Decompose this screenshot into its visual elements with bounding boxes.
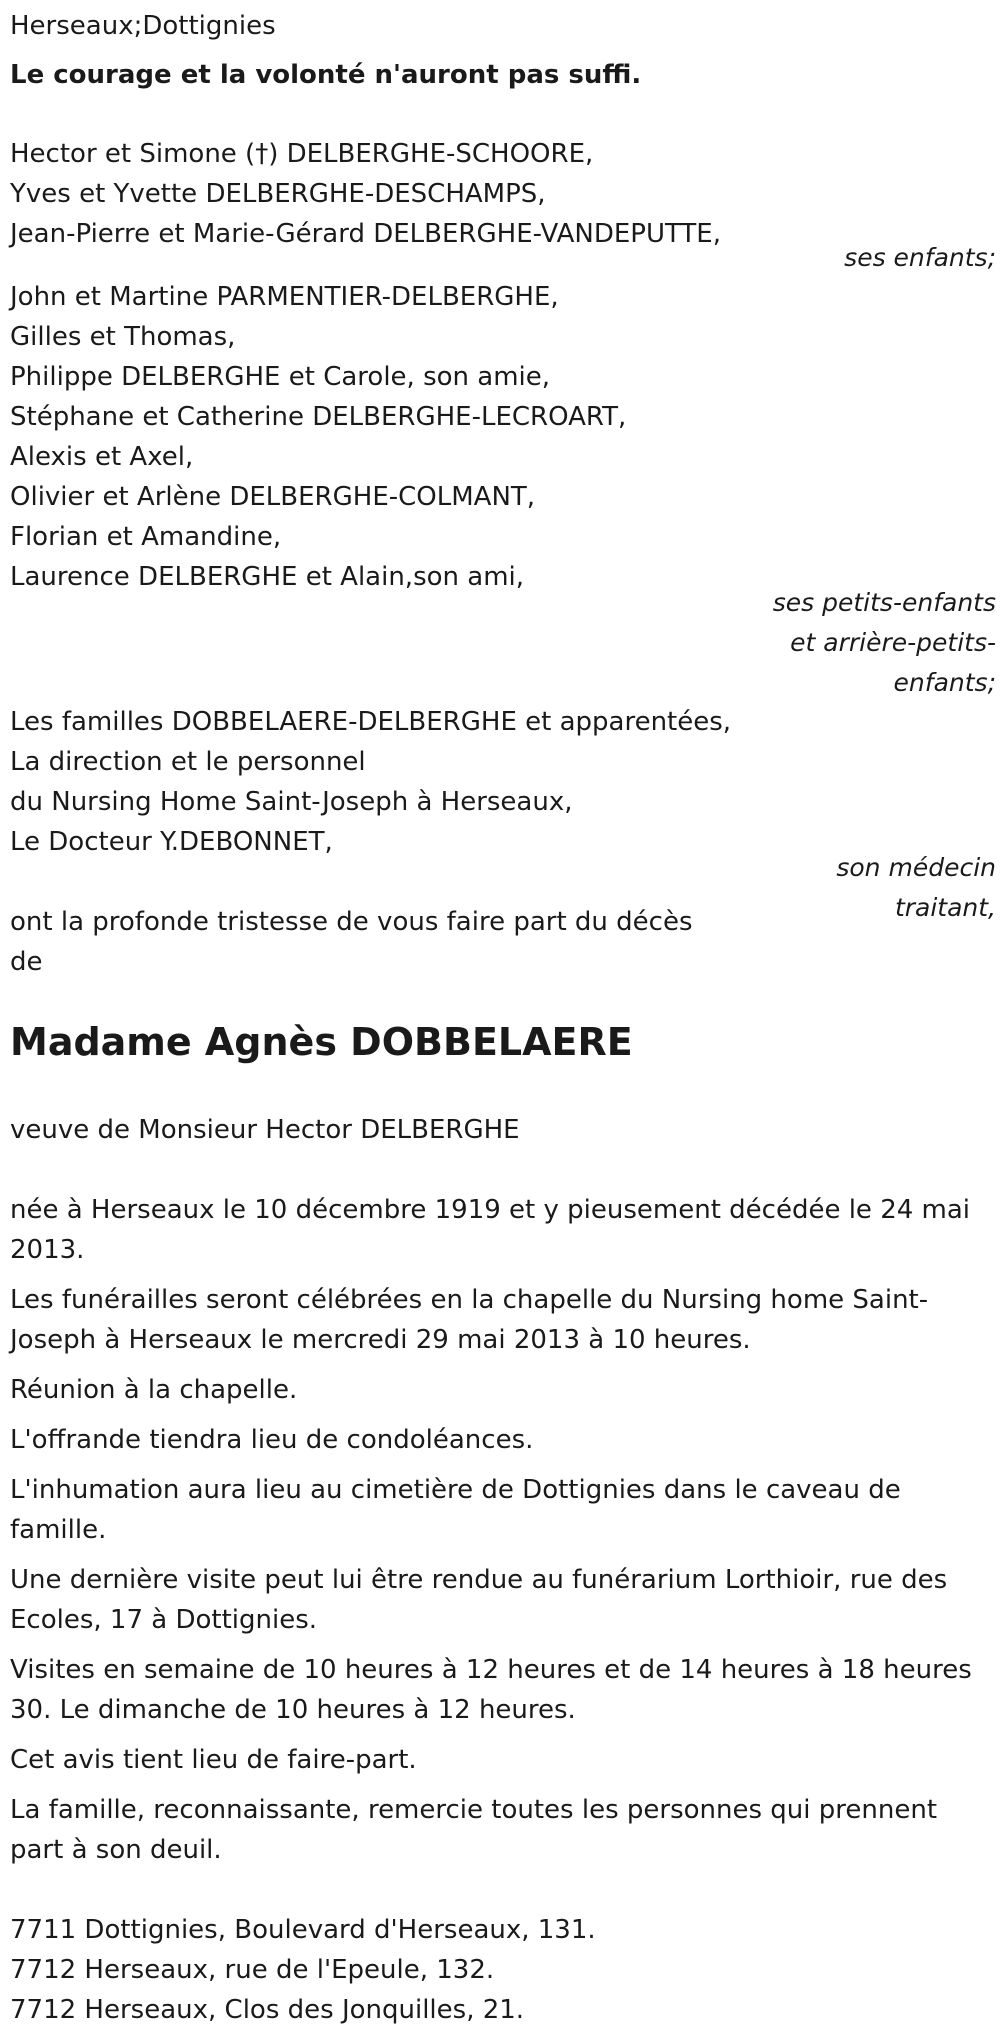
grandchildren-role: et arrière-petits- <box>790 628 996 657</box>
detail-line: 2013. <box>10 1235 85 1265</box>
children-line: Yves et Yvette DELBERGHE-DESCHAMPS, <box>10 179 546 209</box>
announcement-line: ont la profonde tristesse de vous faire part du décès <box>10 907 693 937</box>
grandchild-line: John et Martine PARMENTIER-DELBERGHE, <box>10 282 559 312</box>
detail-line: part à son deuil. <box>10 1835 222 1865</box>
detail-line: 30. Le dimanche de 10 heures à 12 heures. <box>10 1695 576 1725</box>
location-header: Herseaux;Dottignies <box>10 11 276 41</box>
grandchild-line: Alexis et Axel, <box>10 442 194 472</box>
doctor-role: traitant, <box>894 893 996 922</box>
address-line: 7712 Herseaux, Clos des Jonquilles, 21. <box>10 1995 525 2025</box>
doctor-role: son médecin <box>836 853 996 882</box>
detail-line: Les funérailles seront célébrées en la chapelle du Nursing home Saint- <box>10 1285 929 1315</box>
grandchild-line: Florian et Amandine, <box>10 522 282 552</box>
deceased-name: Madame Agnès DOBBELAERE <box>10 1020 633 1064</box>
detail-line: Réunion à la chapelle. <box>10 1375 298 1405</box>
address-line: 7712 Herseaux, rue de l'Epeule, 132. <box>10 1955 495 1985</box>
detail-line: famille. <box>10 1515 107 1545</box>
grandchild-line: Stéphane et Catherine DELBERGHE-LECROART, <box>10 402 627 432</box>
grandchildren-role: enfants; <box>893 668 996 697</box>
detail-line: La famille, reconnaissante, remercie toutes les personnes qui prennent <box>10 1795 938 1825</box>
detail-line: Une dernière visite peut lui être rendue au funérarium Lorthioir, rue des <box>10 1565 948 1595</box>
family-line: Les familles DOBBELAERE-DELBERGHE et apparentées, <box>10 707 732 737</box>
grandchild-line: Philippe DELBERGHE et Carole, son amie, <box>10 362 551 392</box>
detail-line: née à Herseaux le 10 décembre 1919 et y pieusement décédée le 24 mai <box>10 1195 971 1225</box>
detail-line: Visites en semaine de 10 heures à 12 heures et de 14 heures à 18 heures <box>10 1655 972 1685</box>
detail-line: L'offrande tiendra lieu de condoléances. <box>10 1425 534 1455</box>
address-line: 7711 Dottignies, Boulevard d'Herseaux, 131. <box>10 1915 596 1945</box>
grandchildren-role: ses petits-enfants <box>772 588 996 617</box>
children-line: Jean-Pierre et Marie-Gérard DELBERGHE-VANDEPUTTE, <box>10 219 721 249</box>
children-role: ses enfants; <box>844 243 996 272</box>
grandchild-line: Gilles et Thomas, <box>10 322 236 352</box>
family-line: du Nursing Home Saint-Joseph à Herseaux, <box>10 787 573 817</box>
motto: Le courage et la volonté n'auront pas suffi. <box>10 60 642 90</box>
announcement-line: de <box>10 947 43 977</box>
children-line: Hector et Simone (†) DELBERGHE-SCHOORE, <box>10 139 594 169</box>
family-line: La direction et le personnel <box>10 747 366 777</box>
grandchild-line: Laurence DELBERGHE et Alain,son ami, <box>10 562 525 592</box>
detail-line: Ecoles, 17 à Dottignies. <box>10 1605 318 1635</box>
family-line: Le Docteur Y.DEBONNET, <box>10 827 333 857</box>
grandchild-line: Olivier et Arlène DELBERGHE-COLMANT, <box>10 482 536 512</box>
detail-line: Joseph à Herseaux le mercredi 29 mai 2013 à 10 heures. <box>10 1325 751 1355</box>
detail-line: L'inhumation aura lieu au cimetière de Dottignies dans le caveau de <box>10 1475 901 1505</box>
detail-line: Cet avis tient lieu de faire-part. <box>10 1745 417 1775</box>
widow-of: veuve de Monsieur Hector DELBERGHE <box>10 1115 520 1145</box>
